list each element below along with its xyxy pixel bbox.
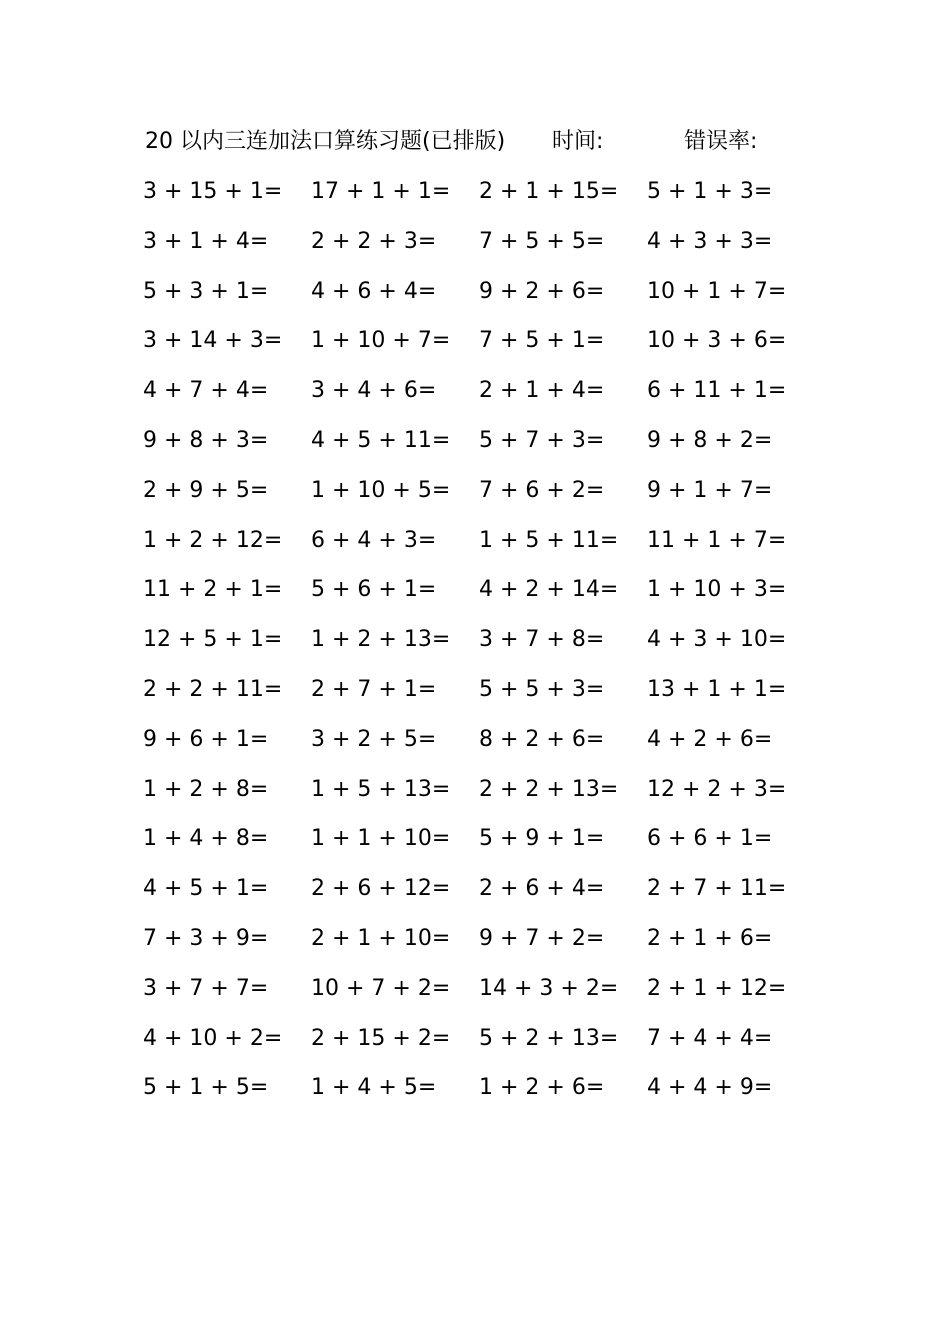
arithmetic-problem: 1 + 4 + 8= bbox=[143, 826, 269, 852]
arithmetic-problem: 4 + 2 + 14= bbox=[479, 577, 619, 603]
arithmetic-problem: 4 + 3 + 3= bbox=[647, 228, 773, 254]
arithmetic-problem: 1 + 5 + 11= bbox=[479, 527, 619, 553]
arithmetic-problem: 9 + 7 + 2= bbox=[479, 925, 605, 951]
arithmetic-problem: 1 + 2 + 13= bbox=[311, 627, 451, 653]
arithmetic-problem: 1 + 2 + 12= bbox=[143, 527, 283, 553]
arithmetic-problem: 2 + 2 + 13= bbox=[479, 776, 619, 802]
arithmetic-problem: 2 + 7 + 11= bbox=[647, 876, 787, 902]
arithmetic-problem: 7 + 5 + 5= bbox=[479, 228, 605, 254]
arithmetic-problem: 9 + 1 + 7= bbox=[647, 477, 773, 503]
arithmetic-problem: 2 + 1 + 6= bbox=[647, 925, 773, 951]
arithmetic-problem: 3 + 14 + 3= bbox=[143, 328, 283, 354]
arithmetic-problem: 1 + 1 + 10= bbox=[311, 826, 451, 852]
arithmetic-problem: 17 + 1 + 1= bbox=[311, 179, 451, 204]
arithmetic-problem: 12 + 2 + 3= bbox=[647, 776, 787, 802]
arithmetic-problem: 5 + 1 + 3= bbox=[647, 179, 773, 204]
error-rate-label: 错误率: bbox=[684, 129, 758, 154]
arithmetic-problem: 1 + 4 + 5= bbox=[311, 1075, 437, 1101]
arithmetic-problem: 3 + 7 + 7= bbox=[143, 975, 269, 1001]
arithmetic-problem: 4 + 4 + 9= bbox=[647, 1075, 773, 1101]
arithmetic-problem: 2 + 2 + 11= bbox=[143, 676, 283, 702]
arithmetic-problem: 11 + 1 + 7= bbox=[647, 527, 787, 553]
arithmetic-problem: 2 + 1 + 12= bbox=[647, 975, 787, 1001]
arithmetic-problem: 9 + 6 + 1= bbox=[143, 726, 269, 752]
arithmetic-problem: 11 + 2 + 1= bbox=[143, 577, 283, 603]
arithmetic-problem: 5 + 2 + 13= bbox=[479, 1025, 619, 1051]
arithmetic-problem: 9 + 8 + 2= bbox=[647, 427, 773, 453]
arithmetic-problem: 2 + 6 + 4= bbox=[479, 876, 605, 902]
arithmetic-problem: 1 + 10 + 5= bbox=[311, 477, 451, 503]
arithmetic-problem: 2 + 9 + 5= bbox=[143, 477, 269, 503]
arithmetic-problem: 4 + 5 + 1= bbox=[143, 876, 269, 902]
arithmetic-problem: 4 + 6 + 4= bbox=[311, 278, 437, 304]
arithmetic-problem: 5 + 7 + 3= bbox=[479, 427, 605, 453]
arithmetic-problem: 7 + 3 + 9= bbox=[143, 925, 269, 951]
arithmetic-problem: 6 + 11 + 1= bbox=[647, 378, 787, 404]
arithmetic-problem: 2 + 15 + 2= bbox=[311, 1025, 451, 1051]
arithmetic-problem: 5 + 3 + 1= bbox=[143, 278, 269, 304]
arithmetic-problem: 3 + 1 + 4= bbox=[143, 228, 269, 254]
arithmetic-problem: 10 + 7 + 2= bbox=[311, 975, 451, 1001]
arithmetic-problem: 1 + 10 + 7= bbox=[311, 328, 451, 354]
arithmetic-problem: 13 + 1 + 1= bbox=[647, 676, 787, 702]
arithmetic-problem: 1 + 2 + 6= bbox=[479, 1075, 605, 1101]
arithmetic-problem: 5 + 5 + 3= bbox=[479, 676, 605, 702]
time-label: 时间: bbox=[552, 129, 604, 154]
arithmetic-problem: 7 + 6 + 2= bbox=[479, 477, 605, 503]
arithmetic-problem: 4 + 10 + 2= bbox=[143, 1025, 283, 1051]
problem-grid bbox=[143, 172, 787, 1118]
arithmetic-problem: 9 + 8 + 3= bbox=[143, 427, 269, 453]
arithmetic-problem: 1 + 5 + 13= bbox=[311, 776, 451, 802]
arithmetic-problem: 9 + 2 + 6= bbox=[479, 278, 605, 304]
arithmetic-problem: 2 + 1 + 15= bbox=[479, 179, 619, 204]
worksheet-title: 20 以内三连加法口算练习题(已排版) bbox=[145, 129, 506, 154]
arithmetic-problem: 2 + 7 + 1= bbox=[311, 676, 437, 702]
arithmetic-problem: 3 + 7 + 8= bbox=[479, 627, 605, 653]
arithmetic-problem: 6 + 4 + 3= bbox=[311, 527, 437, 553]
arithmetic-problem: 4 + 5 + 11= bbox=[311, 427, 451, 453]
arithmetic-problem: 2 + 1 + 10= bbox=[311, 925, 451, 951]
arithmetic-problem: 2 + 2 + 3= bbox=[311, 228, 437, 254]
arithmetic-problem: 1 + 10 + 3= bbox=[647, 577, 787, 603]
arithmetic-problem: 3 + 4 + 6= bbox=[311, 378, 437, 404]
arithmetic-problem: 4 + 2 + 6= bbox=[647, 726, 773, 752]
arithmetic-problem: 12 + 5 + 1= bbox=[143, 627, 283, 653]
arithmetic-problem: 10 + 1 + 7= bbox=[647, 278, 787, 304]
arithmetic-problem: 8 + 2 + 6= bbox=[479, 726, 605, 752]
arithmetic-problem: 2 + 1 + 4= bbox=[479, 378, 605, 404]
arithmetic-problem: 4 + 3 + 10= bbox=[647, 627, 787, 653]
arithmetic-problem: 6 + 6 + 1= bbox=[647, 826, 773, 852]
arithmetic-problem: 10 + 3 + 6= bbox=[647, 328, 787, 354]
arithmetic-problem: 7 + 4 + 4= bbox=[647, 1025, 773, 1051]
arithmetic-problem: 5 + 1 + 5= bbox=[143, 1075, 269, 1101]
worksheet-header bbox=[145, 124, 785, 160]
arithmetic-problem: 14 + 3 + 2= bbox=[479, 975, 619, 1001]
arithmetic-problem: 2 + 6 + 12= bbox=[311, 876, 451, 902]
arithmetic-problem: 4 + 7 + 4= bbox=[143, 378, 269, 404]
arithmetic-problem: 5 + 6 + 1= bbox=[311, 577, 437, 603]
arithmetic-problem: 5 + 9 + 1= bbox=[479, 826, 605, 852]
arithmetic-problem: 7 + 5 + 1= bbox=[479, 328, 605, 354]
arithmetic-problem: 1 + 2 + 8= bbox=[143, 776, 269, 802]
arithmetic-problem: 3 + 15 + 1= bbox=[143, 179, 283, 204]
arithmetic-problem: 3 + 2 + 5= bbox=[311, 726, 437, 752]
